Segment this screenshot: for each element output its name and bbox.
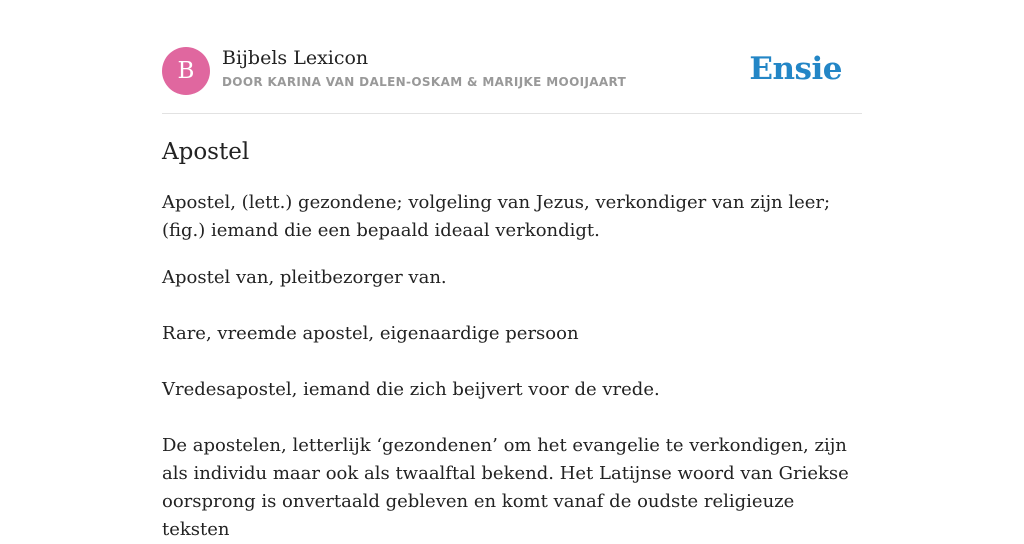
definition-paragraph: Apostel, (lett.) gezondene; volgeling van Jezus, verkondiger van zijn leer; (fig.) iemand die een bepaald ideaal verkondigt. bbox=[162, 192, 831, 241]
entry-paragraph: Vredesapostel, iemand die zich beijvert voor de vrede. bbox=[162, 379, 660, 400]
entry-title: Apostel bbox=[162, 139, 250, 165]
entry-paragraph: Rare, vreemde apostel, eigenaardige persoon bbox=[162, 323, 579, 344]
book-title[interactable]: Bijbels Lexicon bbox=[222, 47, 369, 69]
author-byline: DOOR KARINA VAN DALEN-OSKAM & MARIJKE MOOIJAART bbox=[222, 75, 627, 89]
avatar[interactable]: B bbox=[162, 47, 210, 95]
brand-logo[interactable]: Ensie bbox=[749, 51, 842, 87]
header bbox=[162, 0, 862, 114]
page-container bbox=[162, 0, 862, 540]
entry-paragraph: Apostel van, pleitbezorger van. bbox=[162, 267, 447, 288]
entry-paragraph: De apostelen, letterlijk ‘gezondenen’ om het evangelie te verkondigen, zijn als individu maar ook als twaalftal bekend. Het Latijnse woord van Griekse oorsprong is onvertaald gebleven en komt vanaf de oudste religieuze teksten bbox=[162, 435, 849, 540]
